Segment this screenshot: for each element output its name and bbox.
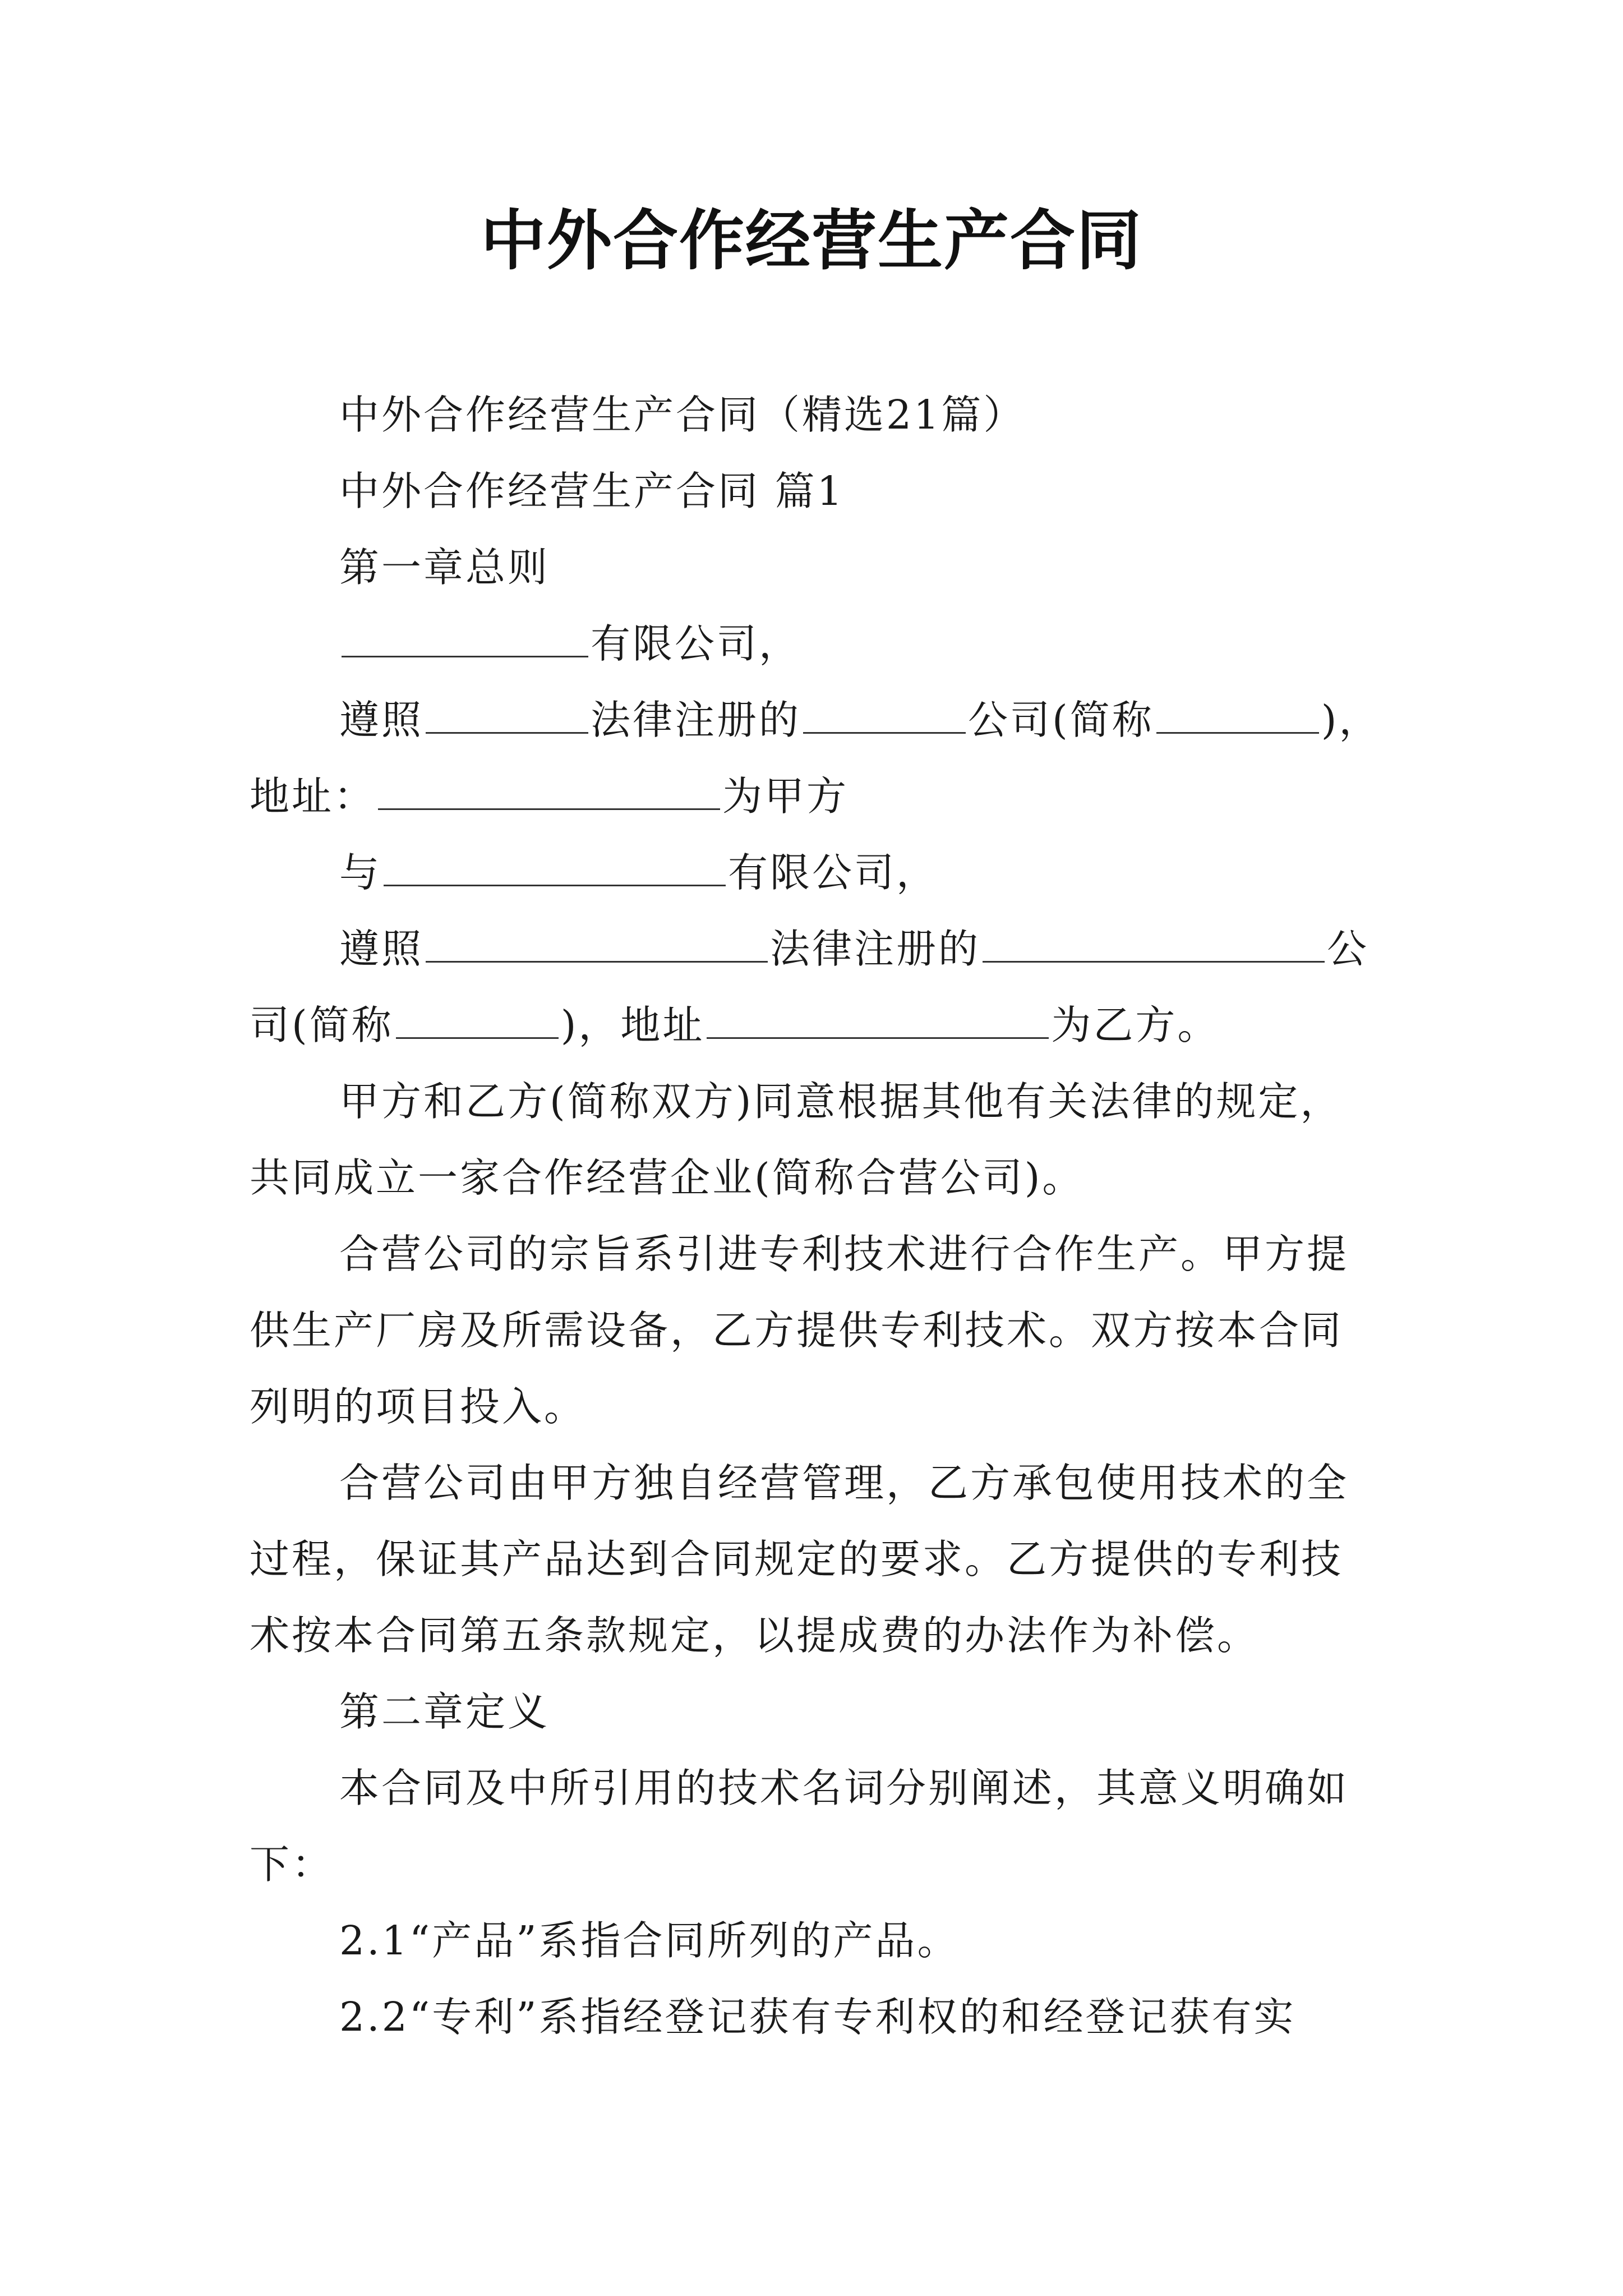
- fill-in-blank: [396, 1002, 559, 1039]
- line-text: 列明的项目投入。: [250, 1383, 587, 1430]
- fill-in-blank: [983, 926, 1325, 963]
- fill-in-blank: [426, 697, 588, 734]
- paragraph-line: [339, 463, 1528, 519]
- paragraph-line: [250, 1150, 1438, 1206]
- paragraph-line: [339, 1455, 1528, 1511]
- paragraph-line: [339, 845, 1528, 901]
- line-text: )，地址: [560, 1002, 705, 1048]
- paragraph-line: [339, 387, 1528, 443]
- fill-in-blank: [426, 926, 768, 963]
- line-text: 地址：: [250, 773, 376, 820]
- document-title: 中外合作经营生产合同: [481, 203, 1142, 279]
- line-text: 公司(简称: [968, 697, 1154, 743]
- line-text: 与: [339, 849, 382, 896]
- line-text: 有限公司，: [591, 620, 801, 667]
- line-text: 遵照: [339, 926, 424, 972]
- fill-in-blank: [1156, 697, 1319, 734]
- line-text: 供生产厂房及所需设备，乙方提供专利技术。双方按本合同: [250, 1307, 1344, 1354]
- paragraph-line: [250, 997, 1438, 1053]
- line-text: 为乙方。: [1051, 1002, 1220, 1048]
- line-text: 下：: [250, 1841, 334, 1888]
- fill-in-blank: [342, 621, 588, 657]
- line-text: 法律注册的: [591, 697, 801, 743]
- line-text: 第一章总则: [339, 544, 550, 591]
- line-text: 中外合作经营生产合同（精选21篇）: [339, 392, 1026, 438]
- paragraph-line: [339, 1989, 1528, 2045]
- paragraph-line: [339, 921, 1528, 977]
- line-text: 中外合作经营生产合同 篇1: [339, 468, 845, 514]
- line-text: 甲方和乙方(简称双方)同意根据其他有关法律的规定，: [339, 1078, 1343, 1125]
- paragraph-line: [250, 1379, 1438, 1435]
- line-text: 2.2“专利”系指经登记获有专利权的和经登记获有实: [339, 1994, 1296, 2040]
- paragraph-line: [250, 769, 1438, 825]
- line-text: 合营公司由甲方独自经营管理，乙方承包使用技术的全: [339, 1460, 1349, 1506]
- paragraph-line: [339, 616, 1528, 672]
- fill-in-blank: [707, 1002, 1049, 1039]
- fill-in-blank: [384, 850, 726, 886]
- chapter-heading: [339, 540, 1528, 596]
- line-text: 2.1“产品”系指合同所列的产品。: [339, 1917, 960, 1964]
- fill-in-blank: [803, 697, 966, 734]
- line-text: 有限公司，: [728, 849, 939, 896]
- line-text: 法律注册的: [770, 926, 981, 972]
- line-text: 为甲方: [722, 773, 849, 820]
- line-text: 司(简称: [250, 1002, 394, 1048]
- line-text: 共同成立一家合作经营企业(简称合营公司)。: [250, 1154, 1085, 1201]
- paragraph-line: [339, 692, 1528, 748]
- line-text: )，: [1321, 697, 1381, 743]
- fill-in-blank: [378, 774, 720, 810]
- line-text: 遵照: [339, 697, 424, 743]
- paragraph-line: [339, 1074, 1528, 1130]
- line-text: 本合同及中所引用的技术名词分别阐述，其意义明确如: [339, 1765, 1349, 1811]
- paragraph-line: [339, 1913, 1528, 1969]
- chapter-heading: [339, 1684, 1528, 1740]
- line-text: 公: [1327, 926, 1370, 972]
- paragraph-line: [250, 1303, 1438, 1359]
- paragraph-line: [250, 1608, 1438, 1664]
- paragraph-line: [339, 1760, 1528, 1816]
- line-text: 术按本合同第五条款规定，以提成费的办法作为补偿。: [250, 1612, 1260, 1659]
- paragraph-line: [339, 1226, 1528, 1282]
- line-text: 第二章定义: [339, 1688, 550, 1735]
- line-text: 合营公司的宗旨系引进专利技术进行合作生产。甲方提: [339, 1231, 1349, 1277]
- paragraph-line: [250, 1837, 1438, 1893]
- paragraph-line: [250, 1531, 1438, 1588]
- line-text: 过程，保证其产品达到合同规定的要求。乙方提供的专利技: [250, 1536, 1344, 1582]
